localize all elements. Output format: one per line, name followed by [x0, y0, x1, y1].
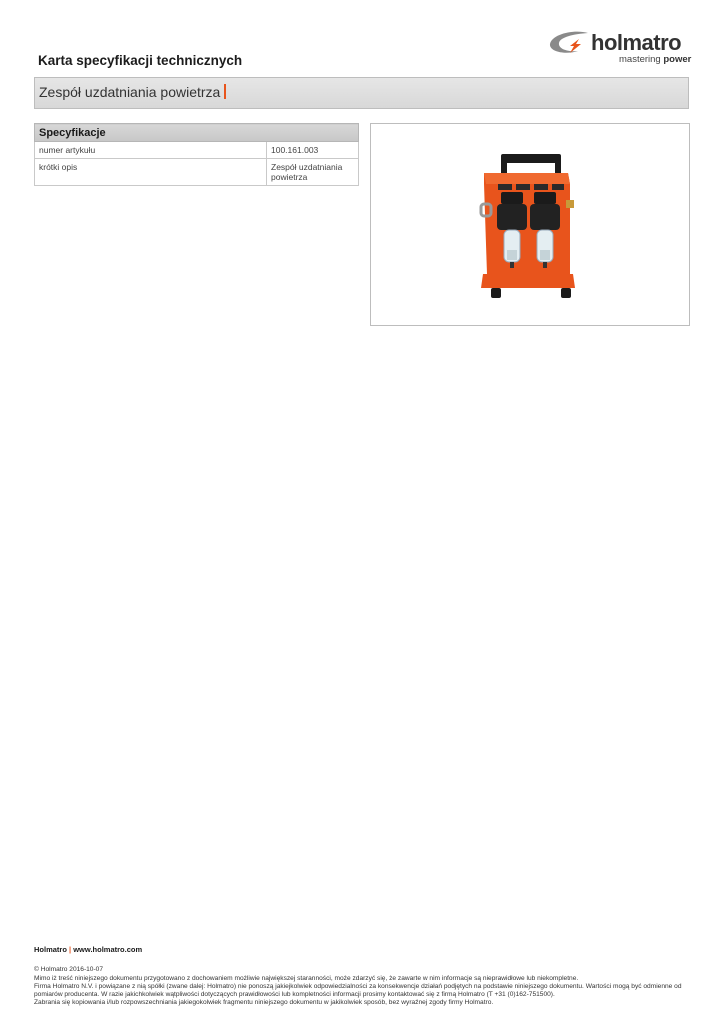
logo-wordmark: holmatro — [591, 30, 682, 55]
holmatro-logo — [548, 30, 693, 68]
table-row — [35, 142, 359, 159]
footer-disclaimer-1: Mimo iż treść niniejszego dokumentu przygotowano z dochowaniem możliwie największej staranności, może zdarzyć się, że zawarte w nim informacje są nieprawidłowe lub niekompletne. — [34, 974, 579, 982]
footer-url-link[interactable]: www.holmatro.com — [73, 945, 143, 954]
holmatro-swoosh-icon — [548, 30, 592, 60]
product-image — [371, 124, 689, 325]
document-title: Karta specyfikacji technicznych — [38, 53, 243, 68]
product-image-frame — [370, 123, 690, 326]
logo-tagline: mastering power — [619, 54, 692, 65]
footer-brand: Holmatro — [34, 945, 67, 954]
footer-disclaimer-3: Zabrania się kopiowania i/lub rozpowszechniania jakiegokolwiek fragmentu niniejszego dokumentu w jakikolwiek sposób, bez wyraźnej zgody firmy Holmatro. — [34, 999, 494, 1007]
footer-copyright: © Holmatro 2016-10-07 — [34, 966, 103, 974]
accent-bar — [224, 84, 226, 99]
spec-table-heading: Specyfikacje — [35, 124, 359, 142]
spec-value-article-number: 100.161.003 — [267, 142, 359, 159]
footer-disclaimer-2: Firma Holmatro N.V. i powiązane z nią spółki (zwane dalej: Holmatro) nie ponoszą jakiejkolwiek odpowiedzialności za konsekwencje działań podjętych na podstawie niniejszego dokumentu. Wartości mogą być odmienne od pomiarów producenta. W razie jakichkolwiek wątpliwości dotyczących prawidłowości lub kompletności informacji prosimy kontaktować się z firmą Holmatro (T +31 (0)162-751500). — [34, 982, 682, 999]
table-row — [35, 159, 359, 186]
spec-value-short-description: Zespół uzdatniania powietrza — [267, 159, 359, 186]
product-title-bar — [34, 77, 689, 109]
spec-key-short-description: krótki opis — [35, 159, 267, 186]
spec-key-article-number: numer artykułu — [35, 142, 267, 159]
footer — [34, 946, 694, 1008]
spec-table — [34, 123, 359, 186]
footer-separator: | — [69, 945, 72, 954]
product-name: Zespół uzdatniania powietrza — [39, 84, 226, 100]
footer-brand-line — [34, 946, 694, 954]
